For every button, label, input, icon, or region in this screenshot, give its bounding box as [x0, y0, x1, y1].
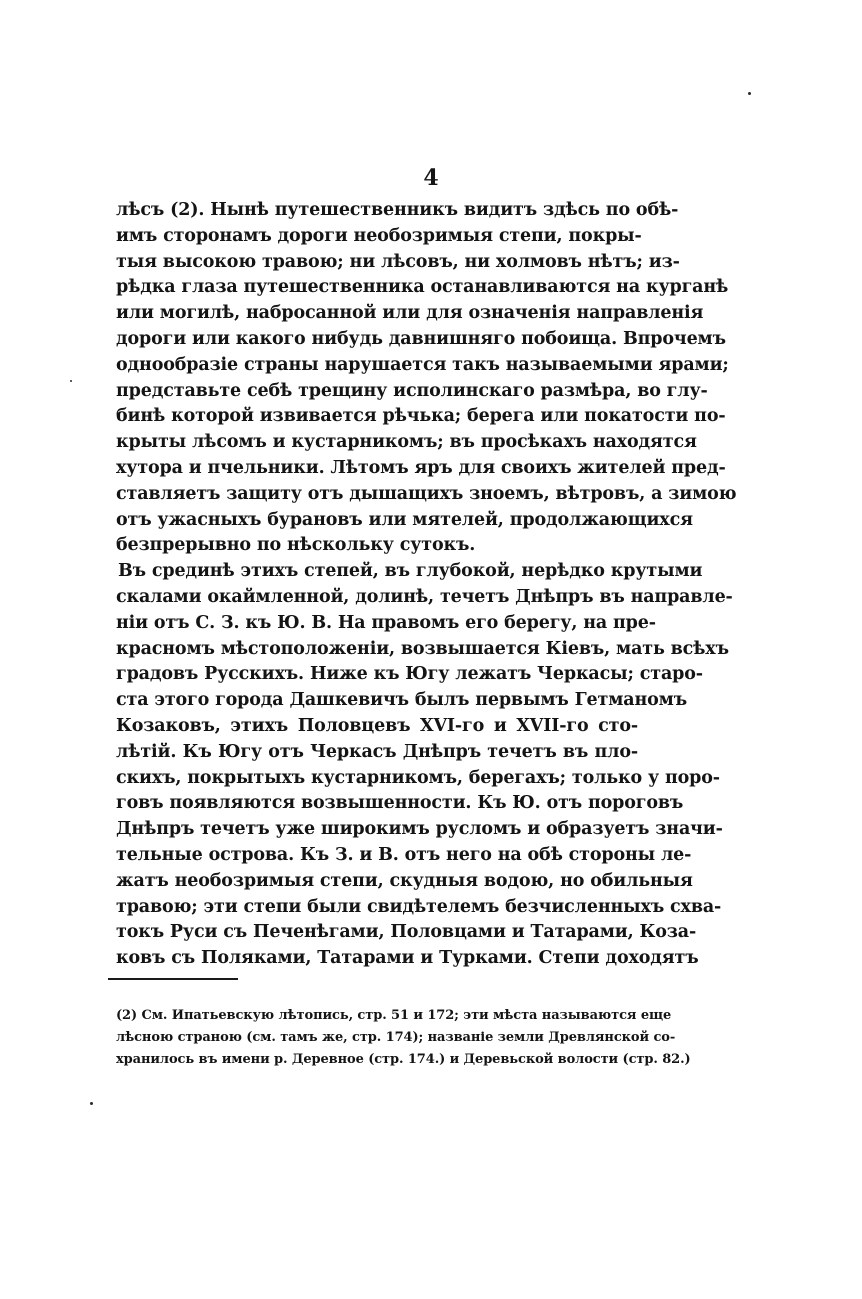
text-line: градовъ Русскихъ. Ниже къ Югу лежатъ Черкасы; старо- — [116, 664, 703, 685]
text-line: лѣсъ (2). Нынѣ путешественникъ видитъ здѣсь по обѣ- — [116, 200, 679, 220]
text-line: тыя высокою травою; ни лѣсовъ, ни холмовъ нѣтъ; из- — [116, 251, 680, 272]
text-line: дороги или какого нибудь давнишняго побоища. Впрочемъ — [116, 328, 726, 349]
text-line: говъ появляются возвышенности. Къ Ю. отъ пороговъ — [116, 793, 684, 814]
text-line: ставляетъ защиту отъ дышащихъ зноемъ, вѣтровъ, а зимою — [116, 483, 737, 504]
print-speck — [70, 380, 72, 382]
text-line: красномъ мѣстоположеніи, возвышается Кіевъ, мать всѣхъ — [116, 638, 729, 659]
text-line: отъ ужасныхъ бурановъ или мятелей, продолжающихся — [116, 509, 693, 530]
text-line: безпрерывно по нѣскольку сутокъ. — [116, 535, 476, 556]
text-line: Въ срединѣ этихъ степей, въ глубокой, нерѣдко крутыми — [118, 561, 703, 582]
print-speck — [748, 92, 751, 95]
page-number: 4 — [423, 165, 439, 191]
print-speck — [90, 1102, 93, 1105]
text-line: лѣтій. Къ Югу отъ Черкасъ Днѣпръ течетъ въ пло- — [116, 741, 638, 762]
text-line: бинѣ которой извивается рѣчька; берега или покатости по- — [116, 406, 726, 427]
footnote-line: лѣсною страною (см. тамъ же, стр. 174); названіе земли Древлянской со- — [116, 1030, 676, 1045]
text-line: ніи отъ С. З. къ Ю. В. На правомъ его берегу, на пре- — [116, 612, 656, 633]
text-line: скалами окаймленной, долинѣ, течетъ Днѣпръ въ направле- — [116, 586, 733, 607]
text-line: или могилѣ, набросанной или для означенія направленія — [116, 303, 704, 324]
body-text — [116, 198, 737, 972]
text-line: крыты лѣсомъ и кустарникомъ; въ просѣкахъ находятся — [116, 432, 697, 453]
text-line: рѣдка глаза путешественника останавливаются на курганѣ — [116, 277, 729, 298]
text-line: токъ Руси съ Печенѣгами, Половцами и Татарами, Коза- — [116, 922, 697, 943]
text-line: Козаковъ, этихъ Половцевъ XVI-го и XVII-го сто- — [116, 715, 638, 736]
text-line: представьте себѣ трещину исполинскаго размѣра, во глу- — [116, 380, 708, 401]
footnotes — [116, 1005, 691, 1071]
text-line: тельные острова. Къ З. и В. отъ него на обѣ стороны ле- — [116, 844, 692, 865]
text-line: ста этого города Дашкевичъ былъ первымъ Гетманомъ — [116, 690, 687, 711]
footnote-line: хранилось въ имени р. Деревное (стр. 174.) и Деревьской волости (стр. 82.) — [116, 1052, 691, 1067]
text-line: травою; эти степи были свидѣтелемъ безчисленныхъ схва- — [116, 896, 722, 917]
text-line: жатъ необозримыя степи, скудныя водою, но обильныя — [116, 870, 693, 891]
text-line: хутора и пчельники. Лѣтомъ яръ для своихъ жителей пред- — [116, 457, 726, 478]
text-line: Днѣпръ течетъ уже широкимъ русломъ и образуетъ значи- — [116, 819, 723, 840]
footnote-divider — [108, 978, 238, 980]
text-line: скихъ, покрытыхъ кустарникомъ, берегахъ; только у поро- — [116, 767, 720, 788]
text-line: ковъ съ Поляками, Татарами и Турками. Степи доходятъ — [116, 948, 699, 969]
text-line: однообразіе страны нарушается такъ называемыми ярами; — [116, 354, 729, 375]
footnote-line: (2) См. Ипатьевскую лѣтопись, стр. 51 и 172; эти мѣста называются еще — [116, 1008, 672, 1023]
text-line: имъ сторонамъ дороги необозримыя степи, покры- — [116, 225, 642, 246]
